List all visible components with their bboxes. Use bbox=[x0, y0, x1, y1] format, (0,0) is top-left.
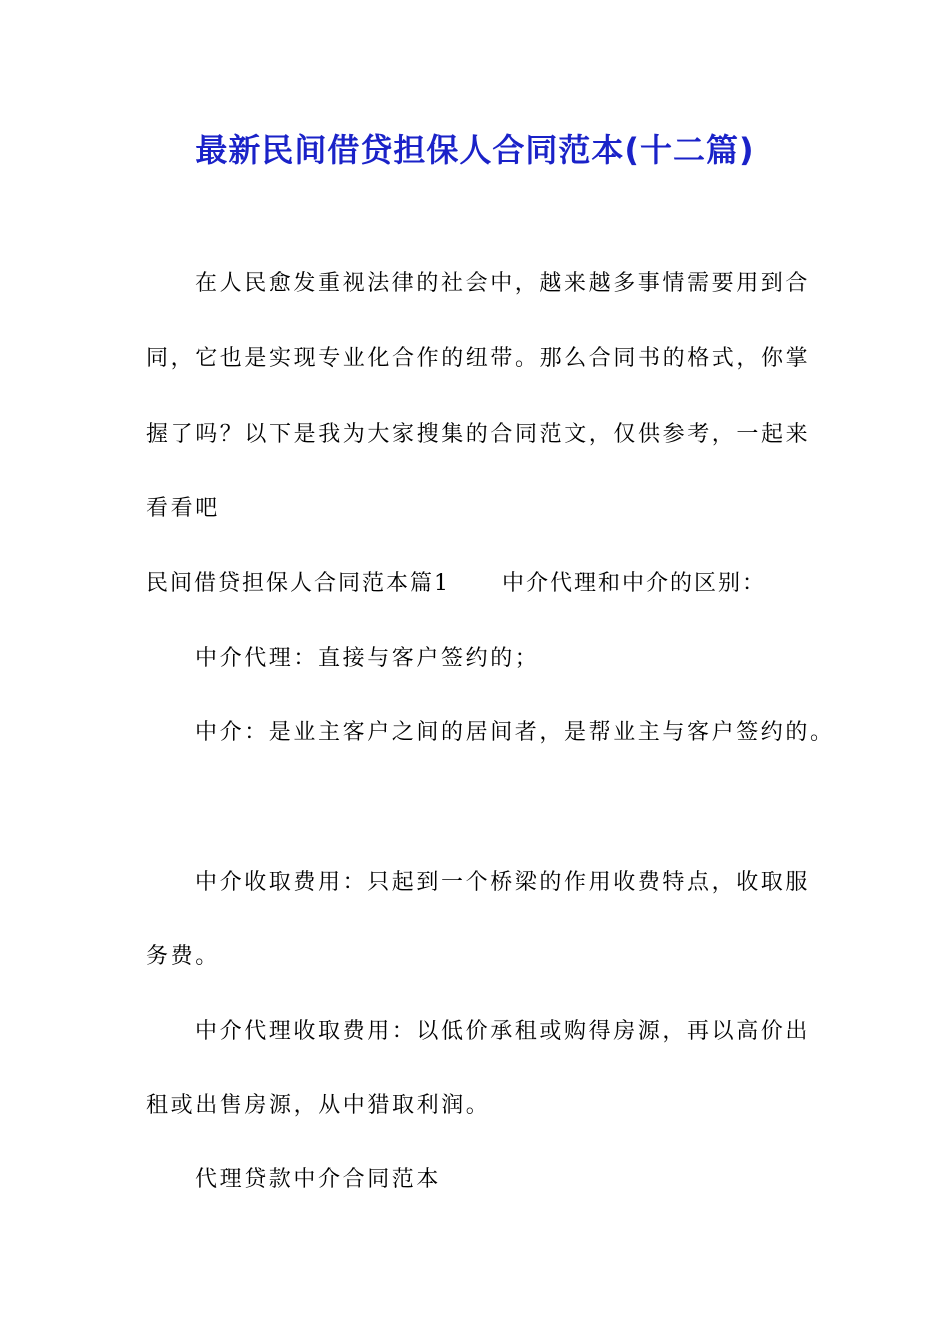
paragraph-agency: 中介代理：直接与客户签约的； bbox=[195, 646, 540, 671]
intro-line-2: 同，它也是实现专业化合作的纽带。那么合同书的格式，你掌 bbox=[146, 346, 811, 371]
document-title: 最新民间借贷担保人合同范本(十二篇) bbox=[195, 131, 755, 169]
intro-line-1: 在人民愈发重视法律的社会中，越来越多事情需要用到合 bbox=[195, 271, 811, 296]
paragraph-intermediary: 中介：是业主客户之间的居间者，是帮业主与客户签约的。 bbox=[195, 720, 835, 745]
section-heading: 民间借贷担保人合同范本篇1 bbox=[146, 571, 450, 596]
intro-line-4: 看看吧 bbox=[146, 496, 220, 521]
intro-line-3: 握了吗？以下是我为大家搜集的合同范文，仅供参考，一起来 bbox=[146, 422, 811, 447]
paragraph-loan-contract: 代理贷款中介合同范本 bbox=[195, 1167, 442, 1192]
paragraph-agency-fee-line-2: 租或出售房源，从中猎取利润。 bbox=[146, 1093, 491, 1118]
paragraph-agency-fee-line-1: 中介代理收取费用：以低价承租或购得房源，再以高价出 bbox=[195, 1019, 811, 1044]
section-subheading: 中介代理和中介的区别： bbox=[502, 571, 767, 596]
section-heading-line bbox=[146, 569, 766, 599]
paragraph-fee-line-2: 务费。 bbox=[146, 944, 220, 969]
paragraph-fee-line-1: 中介收取费用：只起到一个桥梁的作用收费特点，收取服 bbox=[195, 870, 811, 895]
